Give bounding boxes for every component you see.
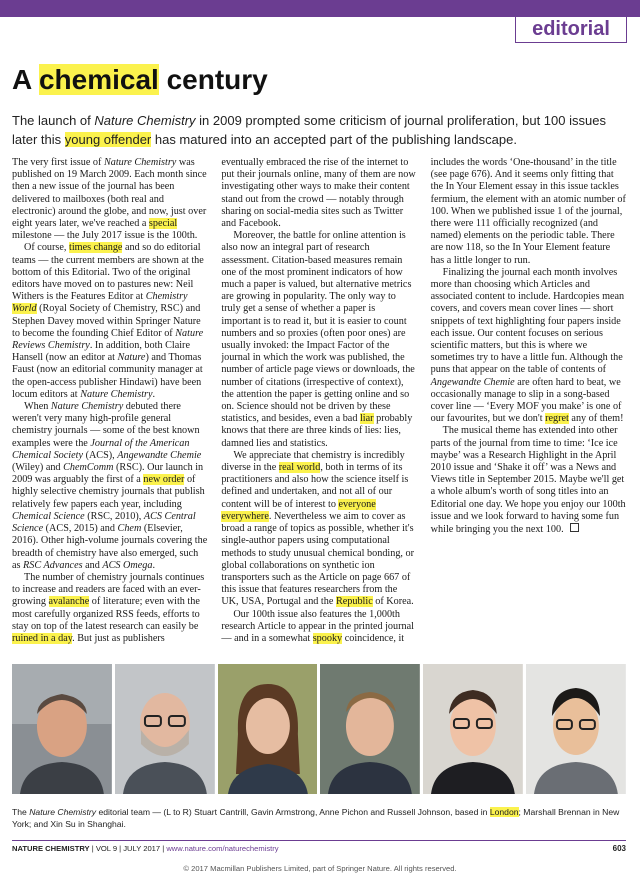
journal-name: ACS Omega (102, 559, 153, 571)
journal-name: RSC Advances (23, 559, 83, 571)
text-run: (Royal Society of Chemistry, RSC) and Stephen Davey moved within Springer Nature to become the founding Chief Editor of (12, 303, 201, 339)
text-run: of literature; even with the most carefully organized RSS feeds, efforts to stay on top of the latest research can easily be (12, 596, 200, 632)
text-run: The musical theme has extended into other parts of the journal from time to time: ‘Ice ice maybe’ was a Research Highlight in the April 2010 issue and ‘Shake it off’ was a News and Views title in September 2015. Maybe we'll get a whole album's worth of song titles into an Editorial one day. We hope you enjoy our 100th issue and we look forward to having some fun while bringing you the next 100. (430, 425, 626, 536)
journal-name: Nature Chemistry (103, 157, 177, 168)
standfirst-text: has matured into an accepted part of the publishing landscape. (151, 132, 517, 147)
highlight: young offender (64, 132, 152, 147)
journal-name: Nature Chemistry (50, 401, 124, 413)
paragraph (431, 425, 626, 536)
journal-name: Journal of the American Chemical Society (12, 437, 190, 461)
journal-name: ChemComm (63, 462, 114, 474)
highlight: ruined in a day (12, 632, 73, 644)
highlight: regret (545, 413, 569, 425)
title-post: century (158, 64, 268, 95)
paragraph (431, 267, 626, 426)
paragraph (221, 230, 416, 450)
title-highlight: chemical (38, 64, 159, 95)
footer-issue: | VOL 9 | JULY 2017 | (89, 844, 167, 853)
journal-name: Nature Chemistry (94, 113, 196, 128)
section-label: editorial (515, 17, 627, 43)
text-run: and (82, 559, 103, 571)
paragraph (12, 401, 207, 572)
text-run: (ACS), (83, 449, 118, 461)
text-run: are often hard to beat, we occasionally manage to slip in a song-based cover line — ‘Every MOF you make’ is one of our favourites, but we don't (430, 376, 622, 425)
footer-journal: NATURE CHEMISTRY (12, 844, 90, 853)
article-body (12, 157, 626, 652)
standfirst-text: The launch of (12, 113, 95, 128)
text-run: and so do editorial teams — the current members are shown at the bottom of this Editorial. Two of the original editors have moved on to pastures new: Neil Withers is the Features Editor at (12, 242, 204, 303)
text-run: probably knows that there are three kinds of lies: lies, damned lies and statistics. (221, 413, 413, 449)
footer-citation (12, 844, 279, 853)
text-run: debuted there weren't very many high-profile general chemistry journals — some of the best known examples were the (12, 401, 200, 449)
text-run: The very first issue of (12, 157, 104, 168)
text-run: Moreover, the battle for online attention is also now an integral part of research assessment. Citation-based measures remain one of the most prominent indicators of how much a paper is valued, but alternative metrics are growing in popularity. The only way to truly get a sense of whether a paper is important is to read it, but it is easier to count numbers and so proxies (often poor ones) are usually invoked: the Impact Factor of the journal in which the work was published, the number of article page views or downloads, the number of citations (irrespective of context), the attention the paper is getting online and so on. Science should not be driven by these statistics, and besides, even a bad (221, 230, 415, 425)
text-run: ; Marshall Brennan in New York; and Xin Su in Shanghai. (12, 807, 620, 829)
text-run: milestone — the July 2017 issue is the 100th. (12, 230, 198, 242)
text-run: . (152, 388, 156, 400)
text-run: (Elsevier, 2016). Other high-volume journals covering the breadth of chemistry have also emerged, such as (12, 523, 208, 571)
text-run: (Wiley) and (12, 462, 64, 474)
text-run: (RSC, 2010), (84, 510, 144, 522)
text-run: ) and Thomas Faust (now an editorial community manager at the open-access publisher Hindawi) have been locum editors at (12, 352, 203, 400)
journal-name: Nature Chemistry (29, 807, 97, 817)
text-run: editorial team — (L to R) Stuart Cantrill, Gavin Armstrong, Anne Pichon and Russell Johnson, based in (96, 807, 490, 817)
text-run: of Korea. (372, 596, 414, 608)
copyright: © 2017 Macmillan Publishers Limited, part of Springer Nature. All rights reserved. (183, 864, 457, 873)
text-run: The (12, 807, 30, 817)
journal-name: Nature Reviews Chemistry (12, 327, 204, 352)
text-run: We appreciate that chemistry is incredibly diverse in the (221, 449, 405, 474)
highlight: World (12, 303, 37, 315)
standfirst (12, 111, 626, 149)
team-photo (115, 664, 215, 794)
standfirst-text: in 2009 prompted some criticism of journal proliferation, but 100 issues later this (12, 113, 606, 147)
footer-rule (12, 840, 626, 841)
text-run: The number of chemistry journals continues to increase and readers are faced with an ever-growing (12, 571, 205, 608)
team-photo (12, 664, 112, 794)
team-photo (320, 664, 420, 794)
journal-name: Chem (117, 523, 142, 535)
highlight: everyone everywhere (221, 498, 376, 522)
team-photo (423, 664, 523, 794)
highlight: liar (359, 413, 374, 425)
journal-name: Angewandte Chemie (430, 376, 515, 388)
text-run: of highly selective chemistry journals that publish relatively few papers each year, including (12, 474, 205, 510)
text-run: . In addition, both Claire Hansell (now an editor at (12, 340, 190, 364)
team-photo (526, 664, 626, 794)
highlight: London (489, 807, 519, 817)
text-run: . (152, 559, 156, 571)
paragraph (12, 242, 207, 401)
highlight: special (148, 218, 178, 230)
paragraph (12, 157, 207, 242)
photo-caption (12, 806, 626, 830)
highlight: times change (68, 242, 123, 254)
journal-name: Chemical Science (12, 510, 85, 522)
article-title (12, 63, 268, 97)
page-number: 603 (612, 844, 626, 853)
text-run: , both in terms of its practitioners and also how the science itself is defined and undertaken, and not all of our content will be of interest to (221, 462, 409, 510)
title-pre: A (12, 64, 39, 95)
footer-url[interactable]: www.nature.com/naturechemistry (166, 844, 279, 853)
journal-name: Nature (117, 352, 146, 364)
text-run: (ACS, 2015) and (43, 523, 118, 535)
text-run: . But just as publishers eventually embraced the rise of the internet to put their journals online, many of them are now investigating other ways to make their content stand out from the crowd — notably through sharing on social-media sites such as Twitter and Facebook. (72, 157, 416, 644)
text-run: Our 100th issue also features the 1,000th research Article to appear in the printed journal — and in a somewhat (221, 608, 414, 644)
text-run: Of course, (24, 242, 69, 254)
highlight: avalanche (48, 596, 90, 608)
highlight: new order (143, 474, 185, 486)
highlight: spooky (312, 632, 343, 644)
journal-name: Nature Chemistry (80, 388, 153, 400)
text-run: (RSC). Our launch in 2009 was arguably the first of a (12, 462, 204, 486)
highlight: real world (278, 462, 321, 474)
text-run: Finalizing the journal each month involves more than choosing which Articles and associated content to include. Hardcopies mean covers, and covers mean cover lines — short snippets of text highlighting four papers inside each issue. Our content focuses on serious scientific matters, but this is where we sometimes try to have a little fun. Although the puns that appear on the table of contents of (430, 266, 625, 376)
header-bar (0, 0, 640, 17)
journal-name: Chemistry (145, 291, 188, 303)
paragraph (221, 450, 416, 609)
journal-name: ACS Central Science (12, 510, 196, 535)
highlight: Republic (335, 596, 373, 608)
text-run: coincidence, it includes the words ‘One-thousand’ in the title (see page 676). And it seems only fitting that the In Your Element essay in this issue tackles fermium, the element with an atomic number of 100. When we published issue 1 of the journal, there were 111 officially recognized (and named) elements on the periodic table. There are now 118, so the In Your Element feature has a little longer to run. (342, 157, 626, 644)
journal-name: Angewandte Chemie (117, 449, 202, 461)
end-mark-icon (570, 523, 579, 532)
text-run: any of them! (568, 413, 624, 425)
text-run: When (24, 401, 51, 413)
text-run: . Nevertheless we aim to cover as broad a range of topics as possible, whether it's single-author papers using computational methods to study unusual chemical bonding, or global collaborations on synthetic ion transporters such as the Article on page 667 of this issue that features researchers from the UK, USA, Portugal and the (221, 510, 415, 608)
text-run: was published on 19 March 2009. Each month since then a new issue of the journal has been delivered to mailboxes (both real and electronic) around the globe, and now, just over eight years later, we've reached a (12, 157, 207, 230)
team-photos (12, 664, 626, 794)
team-photo (218, 664, 318, 794)
